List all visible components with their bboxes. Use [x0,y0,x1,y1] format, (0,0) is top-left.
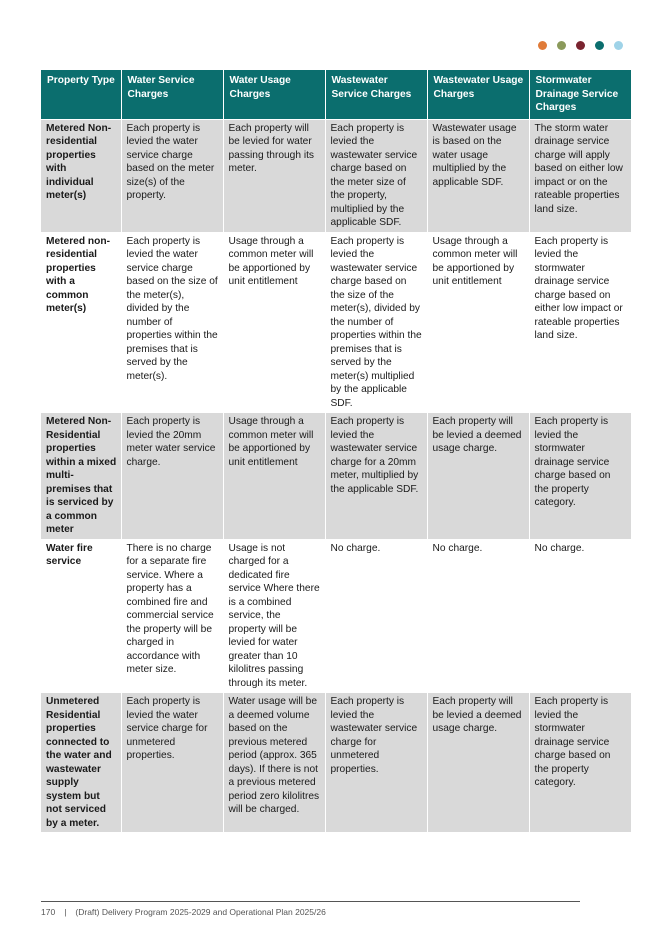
decorative-dot [538,41,547,50]
property-type-cell: Unmetered Residential properties connected to the water and wastewater supply system but not serviced by a meter. [41,693,121,833]
table-row [41,119,631,232]
wastewater-service-cell: Each property is levied the wastewater service charge based on the meter size of the property, multiplied by the applicable SDF. [325,119,427,232]
wastewater-service-cell: No charge. [325,539,427,693]
page-number: 170 [41,907,56,917]
wastewater-usage-cell: Wastewater usage is based on the water usage multiplied by the applicable SDF. [427,119,529,232]
table-header-row [41,70,631,119]
header-water-usage-charges: Water Usage Charges [223,70,325,119]
property-type-cell: Metered non-residential properties with a common meter(s) [41,232,121,413]
stormwater-cell: No charge. [529,539,631,693]
stormwater-cell: Each property is levied the stormwater drainage service charge based on the property category. [529,413,631,540]
table-row [41,232,631,413]
water-usage-cell: Usage through a common meter will be apportioned by unit entitlement [223,232,325,413]
wastewater-usage-cell: No charge. [427,539,529,693]
stormwater-cell: Each property is levied the stormwater drainage service charge based on the property category. [529,693,631,833]
property-type-cell: Metered Non-residential properties with individual meter(s) [41,119,121,232]
footer-divider [41,901,580,902]
header-wastewater-usage-charges: Wastewater Usage Charges [427,70,529,119]
decorative-dot [576,41,585,50]
header-water-service-charges: Water Service Charges [121,70,223,119]
table-row [41,693,631,833]
decorative-dot [595,41,604,50]
water-service-cell: Each property is levied the 20mm meter water service charge. [121,413,223,540]
water-service-cell: There is no charge for a separate fire service. Where a property has a combined fire and commercial service the property will be charged in accordance with meter size. [121,539,223,693]
property-type-cell: Water fire service [41,539,121,693]
decorative-dot [557,41,566,50]
header-stormwater-drainage-charges: Stormwater Drainage Service Charges [529,70,631,119]
decorative-dot [614,41,623,50]
header-wastewater-service-charges: Wastewater Service Charges [325,70,427,119]
header-property-type: Property Type [41,70,121,119]
page-footer [41,907,326,917]
water-usage-cell: Usage through a common meter will be apportioned by unit entitlement [223,413,325,540]
wastewater-service-cell: Each property is levied the wastewater service charge for unmetered properties. [325,693,427,833]
water-usage-cell: Water usage will be a deemed volume based on the previous metered period (approx. 365 days). If there is not a previous metered period zero kilolitres will be charged. [223,693,325,833]
wastewater-usage-cell: Usage through a common meter will be apportioned by unit entitlement [427,232,529,413]
wastewater-service-cell: Each property is levied the wastewater service charge based on the size of the meter(s), divided by the number of properties within the premises that is served by the meter(s) multiplied by the applicable SDF. [325,232,427,413]
water-usage-cell: Each property will be levied for water passing through its meter. [223,119,325,232]
water-usage-cell: Usage is not charged for a dedicated fire service Where there is a combined service, the property will be levied for water greater than 10 kilolitres passing through its meter. [223,539,325,693]
document-title: (Draft) Delivery Program 2025-2029 and Operational Plan 2025/26 [75,907,326,917]
footer-separator: | [64,907,67,917]
table-row [41,539,631,693]
property-type-cell: Metered Non-Residential properties within a mixed multi-premises that is serviced by a common meter [41,413,121,540]
wastewater-service-cell: Each property is levied the wastewater service charge for a 20mm meter, multiplied by the applicable SDF. [325,413,427,540]
water-service-cell: Each property is levied the water service charge based on the meter size(s) of the property. [121,119,223,232]
decorative-dots [538,41,623,50]
water-service-cell: Each property is levied the water service charge based on the size of the meter(s), divided by the number of properties within the premises that is served by the meter(s). [121,232,223,413]
water-service-cell: Each property is levied the water service charge for unmetered properties. [121,693,223,833]
table-row [41,413,631,540]
wastewater-usage-cell: Each property will be levied a deemed usage charge. [427,693,529,833]
wastewater-usage-cell: Each property will be levied a deemed usage charge. [427,413,529,540]
stormwater-cell: Each property is levied the stormwater drainage service charge based on either low impact or rateable properties land size. [529,232,631,413]
stormwater-cell: The storm water drainage service charge will apply based on either low impact or on the rateable properties land size. [529,119,631,232]
charges-table [41,70,631,832]
